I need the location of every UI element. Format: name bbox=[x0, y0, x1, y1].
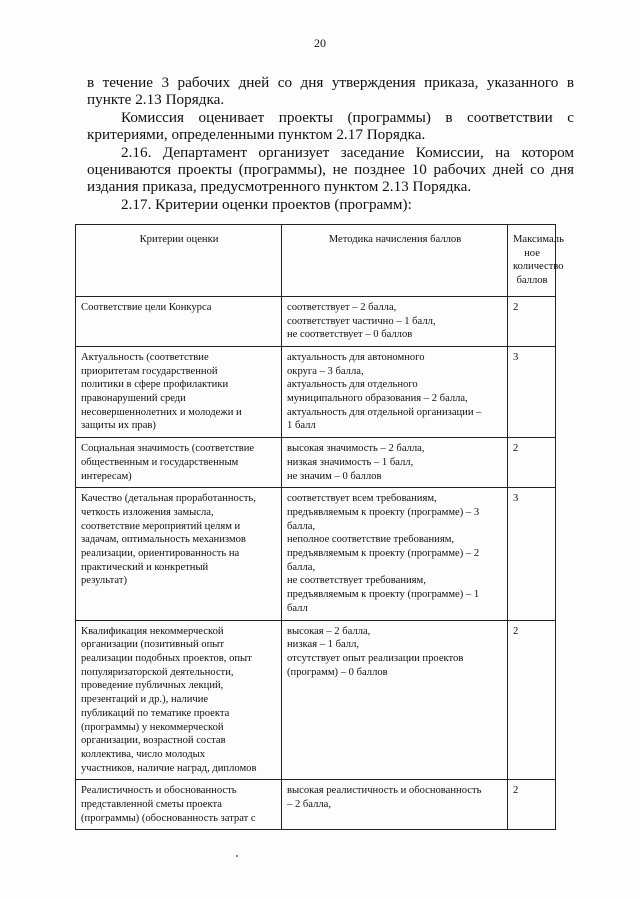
paragraph-continuation: в течение 3 рабочих дней со дня утверждения приказа, указанного в пункте 2.13 Порядка. bbox=[87, 74, 574, 109]
method-cell: высокая – 2 балла, низкая – 1 балл, отсутствует опыт реализации проектов (программ) – 0 баллов bbox=[282, 620, 508, 780]
max-score-cell: 2 bbox=[508, 620, 556, 780]
paragraph-2-17: 2.17. Критерии оценки проектов (программ): bbox=[121, 195, 412, 213]
table-row bbox=[76, 620, 556, 780]
method-cell: соответствует – 2 балла, соответствует частично – 1 балл, не соответствует – 0 баллов bbox=[282, 296, 508, 346]
max-score-cell: 2 bbox=[508, 296, 556, 346]
table-row bbox=[76, 296, 556, 346]
criterion-cell: Социальная значимость (соответствие общественным и государственным интересам) bbox=[76, 438, 282, 488]
method-cell: соответствует всем требованиям, предъявляемым к проекту (программе) – 3 балла, неполное соответствие требованиям, предъявляемым к проекту (программе) – 2 балла, не соответствует требованиям, предъявляемым к проекту (программе) – 1 балл bbox=[282, 488, 508, 620]
paragraph-commission: Комиссия оценивает проекты (программы) в соответствии с критериями, определенными пунктом 2.17 Порядка. bbox=[87, 108, 574, 144]
method-cell: высокая значимость – 2 балла, низкая значимость – 1 балл, не значим – 0 баллов bbox=[282, 438, 508, 488]
criterion-cell: Реалистичность и обоснованность представленной сметы проекта (программы) (обоснованность затрат с bbox=[76, 780, 282, 830]
table-row bbox=[76, 488, 556, 620]
criteria-table bbox=[75, 224, 564, 830]
header-max-score: Максималь ное количество баллов bbox=[508, 225, 556, 297]
criterion-cell: Квалификация некоммерческой организации (позитивный опыт реализации подобных проектов, опыт популяризаторской деятельности, проведение публичных лекций, презентаций и др.), наличие публикаций по тематике проекта (программы) у некоммерческой организации, возрастной состав коллектива, число молодых участников, наличие наград, дипломов bbox=[76, 620, 282, 780]
body-text bbox=[87, 74, 574, 213]
table-header-row bbox=[76, 225, 556, 297]
method-cell: высокая реалистичность и обоснованность – 2 балла, bbox=[282, 780, 508, 830]
max-score-cell: 3 bbox=[508, 346, 556, 437]
table-row bbox=[76, 780, 556, 830]
max-score-cell: 2 bbox=[508, 780, 556, 830]
paragraph-2-16: 2.16. Департамент организует заседание Комиссии, на котором оцениваются проекты (программы), не позднее 10 рабочих дней со дня издания приказа, предусмотренного пунктом 2.13 Порядка. bbox=[87, 143, 574, 196]
criterion-cell: Актуальность (соответствие приоритетам государственной политики в сфере профилактики правонарушений среди несовершеннолетних и молодежи и защиты их прав) bbox=[76, 346, 282, 437]
max-score-cell: 2 bbox=[508, 438, 556, 488]
table-row bbox=[76, 346, 556, 437]
scan-speck bbox=[236, 855, 238, 857]
criterion-cell: Соответствие цели Конкурса bbox=[76, 296, 282, 346]
method-cell: актуальность для автономного округа – 3 балла, актуальность для отдельного муниципального образования – 2 балла, актуальность для отдельной организации – 1 балл bbox=[282, 346, 508, 437]
criterion-cell: Качество (детальная проработанность, четкость изложения замысла, соответствие мероприятий целям и задачам, оптимальность механизмов реализации, ориентированность на практический и конкретный результат) bbox=[76, 488, 282, 620]
max-score-cell: 3 bbox=[508, 488, 556, 620]
header-criteria: Критерии оценки bbox=[76, 225, 282, 297]
header-method: Методика начисления баллов bbox=[282, 225, 508, 297]
page-number: 20 bbox=[314, 36, 326, 50]
table-row bbox=[76, 438, 556, 488]
